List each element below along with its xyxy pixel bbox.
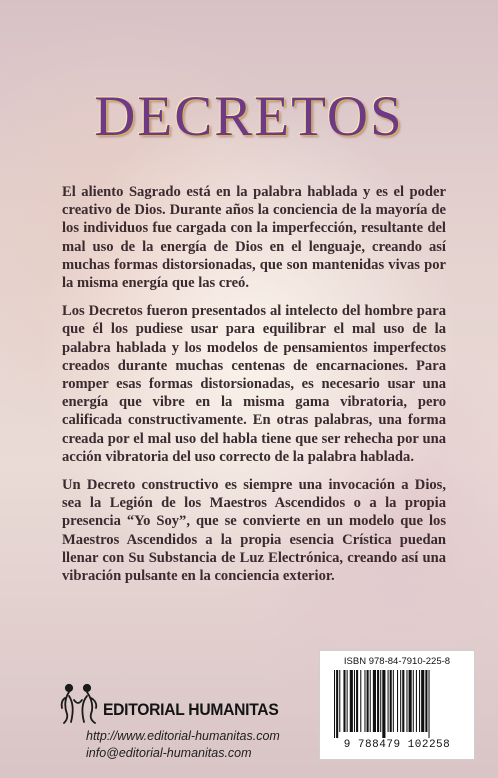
humanitas-figures-logo-icon: [60, 682, 100, 728]
barcode-bar: [390, 670, 392, 732]
barcode-bar: [380, 670, 381, 732]
barcode-bar: [339, 670, 340, 732]
publisher-website-link[interactable]: http://www.editorial-humanitas.com: [86, 729, 280, 743]
publisher-name: EDITORIAL HUMANITAS: [103, 700, 279, 719]
barcode-bar: [388, 670, 389, 732]
synopsis-text: [62, 183, 446, 595]
synopsis-paragraph-1: El aliento Sagrado está en la palabra hablada y es el poder creativo de Dios. Durante años la conciencia de la mayoría de los individuos fue cargada con la imperfección, resultante del mal uso de la energía de Dios en el lenguaje, creando así muchas formas distorsionadas, que son mantenidas vivas por la misma energía que las creó.: [62, 184, 446, 292]
synopsis-paragraph-2: Los Decretos fueron presentados al intelecto del hombre para que él los pudiese usar para equilibrar el mal uso de la palabra hablada y los modelos de pensamientos imperfectos creados durante muchas centenas de encarnaciones. Para romper esas formas distorsionadas, es necesario usar una energía que vibre en la misma gama vibratoria, pero calificada constructivamente. En otras palabras, una forma creada por el mal uso del habla tiene que ser rehecha por una acción vibratoria del uso correcto de la palabra hablada.: [62, 303, 446, 465]
synopsis-paragraph-3: Un Decreto constructivo es siempre una invocación a Dios, sea la Legión de los Maestros Ascendidos o a la propia presencia “Yo Soy”, que se convierte en un modelo que los Maestros Ascendidos a la propia esencia Crística puedan llenar con Su Substancia de Luz Electrónica, creando así una vibración pulsante en la conciencia exterior.: [62, 477, 446, 585]
barcode-bar: [425, 670, 427, 732]
barcode-icon: [334, 670, 460, 738]
barcode-bar: [364, 670, 365, 732]
barcode-bar: [409, 670, 412, 732]
barcode-bar: [354, 670, 355, 732]
barcode-bar: [393, 670, 394, 732]
barcode-bar: [429, 670, 430, 738]
barcode-bar: [413, 670, 414, 732]
isbn-barcode-box: [319, 650, 475, 760]
barcode-digits: 9 788479 102258: [343, 739, 451, 751]
barcode-bar: [347, 670, 348, 732]
barcode-bar: [360, 670, 361, 732]
isbn-label: ISBN 978-84-7910-225-8: [343, 656, 451, 667]
barcode-bar: [421, 670, 424, 732]
barcode-bar: [397, 670, 398, 732]
barcode-bar: [367, 670, 369, 732]
barcode-bar: [336, 670, 338, 738]
barcode-bar: [343, 670, 345, 732]
barcode-bar: [373, 670, 376, 732]
barcode-bar: [377, 670, 379, 732]
barcode-bar: [416, 670, 417, 732]
barcode-bar: [402, 670, 404, 732]
publisher-email-link[interactable]: info@editorial-humanitas.com: [86, 746, 252, 760]
cover-title: DECRETOS: [94, 85, 404, 148]
barcode-bar: [406, 670, 407, 732]
barcode-bar: [400, 670, 401, 732]
barcode-bar: [382, 670, 385, 738]
barcode-bar: [370, 670, 371, 732]
barcode-bar: [356, 670, 358, 732]
barcode-bar: [350, 670, 353, 732]
barcode-bar: [419, 670, 420, 732]
barcode-bar: [334, 670, 335, 738]
